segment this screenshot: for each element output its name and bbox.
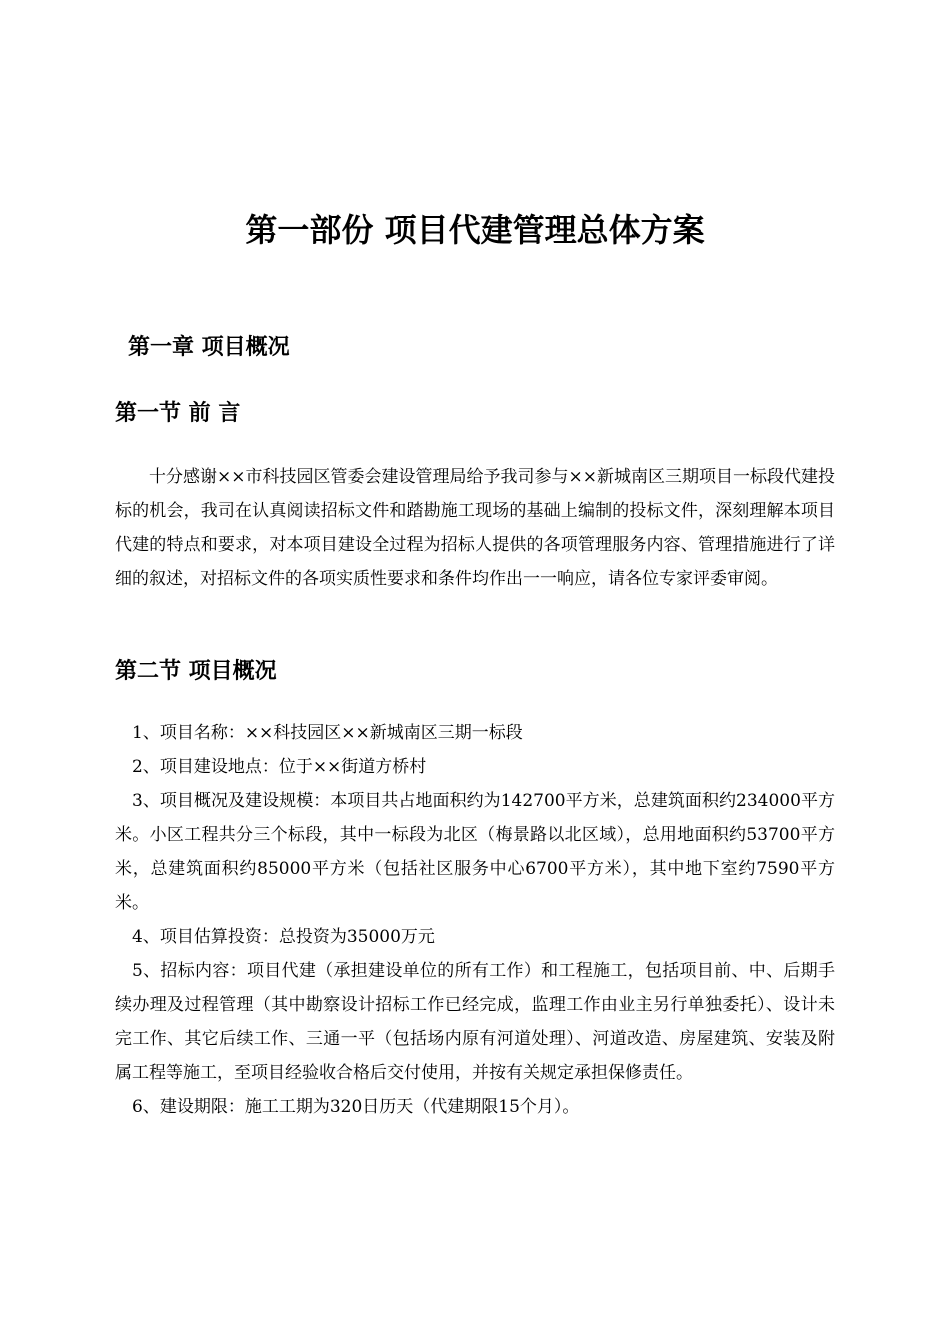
list-item-scale: 3、项目概况及建设规模：本项目共占地面积约为142700平方米，总建筑面积约234000平方米。小区工程共分三个标段，其中一标段为北区（梅景路以北区域），总用地面积约53700平方米，总建筑面积约85000平方米（包括社区服务中心6700平方米），其中地下室约7590平方米。 <box>115 791 835 913</box>
preface-paragraph: 十分感谢××市科技园区管委会建设管理局给予我司参与××新城南区三期项目一标段代建投标的机会，我司在认真阅读招标文件和踏勘施工现场的基础上编制的投标文件，深刻理解本项目代建的特点和要求，对本项目建设全过程为招标人提供的各项管理服务内容、管理措施进行了详细的叙述，对招标文件的各项实质性要求和条件均作出一一响应，请各位专家评委审阅。 <box>115 467 835 589</box>
list-item-location: 2、项目建设地点：位于××街道方桥村 <box>132 757 427 777</box>
list-item-investment: 4、项目估算投资：总投资为35000万元 <box>132 927 435 947</box>
list-item-project-name: 1、项目名称：××科技园区××新城南区三期一标段 <box>132 723 523 743</box>
section-heading-preface: 第一节 前 言 <box>115 401 241 426</box>
list-item-bid-content: 5、招标内容：项目代建（承担建设单位的所有工作）和工程施工，包括项目前、中、后期手续办理及过程管理（其中勘察设计招标工作已经完成，监理工作由业主另行单独委托）、设计未完工作、其它后续工作、三通一平（包括场内原有河道处理）、河道改造、房屋建筑、安装及附属工程等施工，至项目经验收合格后交付使用，并按有关规定承担保修责任。 <box>115 961 835 1083</box>
document-title: 第一部份 项目代建管理总体方案 <box>245 211 705 249</box>
section-heading-overview: 第二节 项目概况 <box>115 659 277 684</box>
list-item-duration: 6、建设期限：施工工期为320日历天（代建期限15个月）。 <box>132 1097 580 1117</box>
chapter-heading: 第一章 项目概况 <box>128 335 290 360</box>
overview-list <box>115 716 835 1124</box>
